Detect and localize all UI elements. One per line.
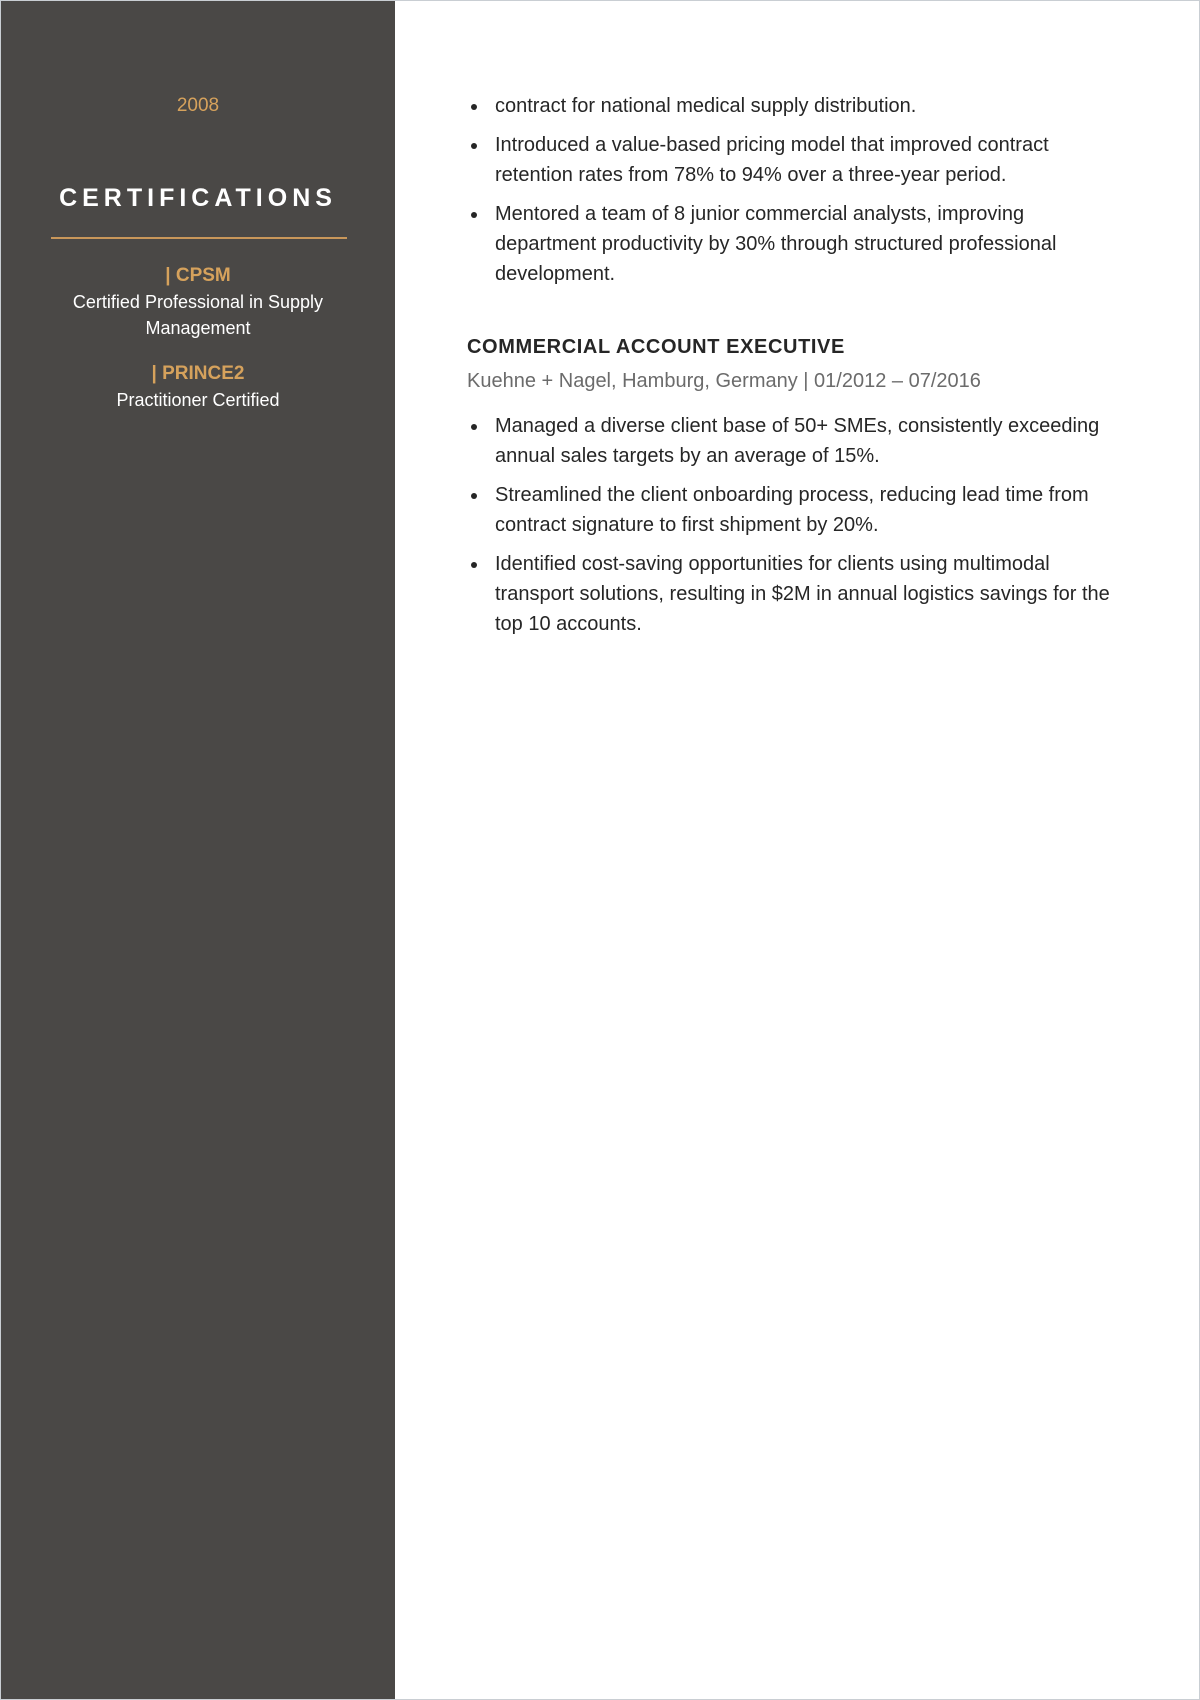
certification-description: Certified Professional in Supply Management bbox=[72, 292, 324, 338]
certification-item bbox=[41, 361, 355, 413]
main-content bbox=[467, 91, 1127, 648]
sidebar bbox=[1, 1, 395, 1699]
education-year: 2008 bbox=[176, 95, 220, 116]
bullet-item: Introduced a value-based pricing model that improved contract retention rates from 78% to 94% over a three-year period. bbox=[467, 130, 1127, 190]
bullet-item: Identified cost-saving opportunities for clients using multimodal transport solutions, resulting in $2M in annual logistics savings for the top 10 accounts. bbox=[467, 549, 1127, 639]
certifications-heading: CERTIFICATIONS bbox=[59, 184, 337, 212]
job-title: COMMERCIAL ACCOUNT EXECUTIVE bbox=[467, 336, 845, 358]
section-divider bbox=[51, 237, 347, 239]
certification-description: Practitioner Certified bbox=[116, 390, 280, 410]
certification-code: | CPSM bbox=[165, 265, 231, 286]
job-entry bbox=[467, 333, 1127, 639]
bullet-item: Mentored a team of 8 junior commercial analysts, improving department productivity by 30% through structured professional development. bbox=[467, 199, 1127, 289]
certification-list bbox=[41, 263, 355, 433]
certification-item bbox=[41, 263, 355, 341]
bullet-item: Managed a diverse client base of 50+ SMEs, consistently exceeding annual sales targets by an average of 15%. bbox=[467, 411, 1127, 471]
job-bullets bbox=[467, 411, 1127, 639]
certification-code: | PRINCE2 bbox=[151, 363, 245, 384]
previous-job-bullets bbox=[467, 91, 1127, 289]
job-company-dates: Kuehne + Nagel, Hamburg, Germany | 01/2012 – 07/2016 bbox=[467, 370, 981, 392]
bullet-item: Streamlined the client onboarding process, reducing lead time from contract signature to first shipment by 20%. bbox=[467, 480, 1127, 540]
bullet-item: contract for national medical supply distribution. bbox=[467, 91, 1127, 121]
